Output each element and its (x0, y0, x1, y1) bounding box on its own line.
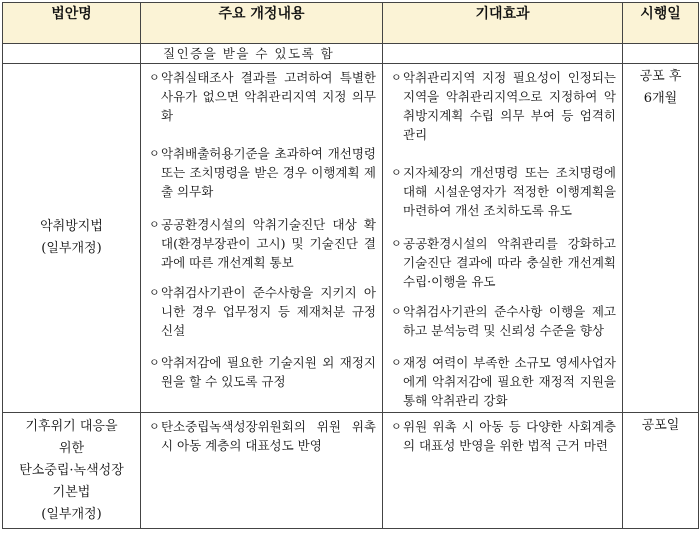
bullet-icon: ㅇ (149, 71, 160, 84)
effective-date-line2: 6개월 (643, 91, 678, 106)
law-name: 악취방지법 (40, 219, 103, 234)
header-content: 주요 개정내용 (141, 3, 383, 44)
bullet-icon: ㅇ (149, 286, 160, 299)
content-item: ㅇ 악취저감에 필요한 기술지원 외 재정지원을 할 수 있도록 규정 (149, 355, 376, 389)
header-row (3, 3, 699, 44)
bullet-icon: ㅇ (391, 356, 402, 369)
bullet-icon: ㅇ (391, 237, 402, 250)
effective-date-cell (623, 413, 699, 529)
continuation-empty-1 (3, 44, 141, 64)
continuation-cell (141, 44, 383, 64)
bullet-icon: ㅇ (149, 420, 160, 433)
content-item: ㅇ 악취검사기관이 준수사항을 지키지 아니한 경우 업무정지 등 제재처분 규정 신설 (149, 285, 376, 338)
effect-cell (383, 64, 623, 413)
content-item: ㅇ 악취실태조사 결과를 고려하여 특별한 사유가 없으면 악취관리지역 지정 의무화 (149, 70, 376, 123)
continuation-empty-3 (623, 44, 699, 64)
law-name-cell (3, 64, 141, 413)
effect-cell (383, 413, 623, 529)
law-name-cell (3, 413, 141, 529)
content-item: ㅇ 악취배출허용기준을 초과하여 개선명령 또는 조치명령을 받은 경우 이행계획 제출 의무화 (149, 146, 376, 199)
effect-item: ㅇ 악취검사기관의 준수사항 이행을 제고하고 분석능력 및 신뢰성 수준을 향상 (391, 304, 616, 338)
continuation-row (3, 44, 699, 64)
effect-item: ㅇ 공공환경시설의 악취관리를 강화하고 기술진단 결과에 따라 충실한 개선계획 수립·이행을 유도 (391, 236, 616, 289)
table-row (3, 413, 699, 529)
law-name: 위한 (58, 440, 85, 456)
bullet-icon: ㅇ (149, 218, 160, 231)
header-law-name: 법안명 (3, 3, 141, 44)
effect-item: ㅇ 위원 위촉 시 아동 등 다양한 사회계층의 대표성 반영을 위한 법적 근거 마련 (391, 419, 616, 453)
effect-item: ㅇ 악취관리지역 지정 필요성이 인정되는 지역을 악취관리지역으로 지정하여 악취방지계획 수립 의무 부여 등 엄격히 관리 (391, 70, 616, 142)
header-effect: 기대효과 (383, 3, 623, 44)
content-item: ㅇ 탄소중립녹색성장위원회의 위원 위촉 시 아동 계층의 대표성도 반영 (149, 419, 376, 453)
law-name: 기본법 (52, 484, 91, 500)
content-cell (141, 413, 383, 529)
law-type: (일부개정) (41, 241, 102, 256)
bullet-icon: ㅇ (149, 147, 160, 160)
law-name: 기후위기 대응을 (25, 418, 118, 434)
continuation-text: 질인증을 받을 수 있도록 함 (163, 46, 335, 61)
bullet-icon: ㅇ (391, 420, 402, 433)
law-type: (일부개정) (41, 506, 102, 522)
content-cell (141, 64, 383, 413)
bullet-icon: ㅇ (391, 166, 402, 179)
effective-date-cell (623, 64, 699, 413)
effect-item: ㅇ 지자체장의 개선명령 또는 조치명령에 대해 시설운영자가 적정한 이행계획을 마련하여 개선 조치하도록 유도 (391, 165, 616, 218)
effect-item: ㅇ 재정 여력이 부족한 소규모 영세사업자에게 악취저감에 필요한 재정적 지원을 통해 악취관리 강화 (391, 355, 616, 408)
content-item: ㅇ 공공환경시설의 악취기술진단 대상 확대(환경부장관이 고시) 및 기술진단 결과에 따른 개선계획 통보 (149, 217, 376, 270)
law-name: 탄소중립·녹색성장 (19, 462, 124, 478)
bullet-icon: ㅇ (149, 356, 160, 369)
effective-date: 공포일 (641, 418, 680, 433)
effective-date-line1: 공포 후 (639, 69, 682, 84)
law-amendment-table (2, 2, 699, 529)
bullet-icon: ㅇ (391, 305, 402, 318)
table-row (3, 64, 699, 413)
header-effective-date: 시행일 (623, 3, 699, 44)
bullet-icon: ㅇ (391, 71, 402, 84)
continuation-empty-2 (383, 44, 623, 64)
